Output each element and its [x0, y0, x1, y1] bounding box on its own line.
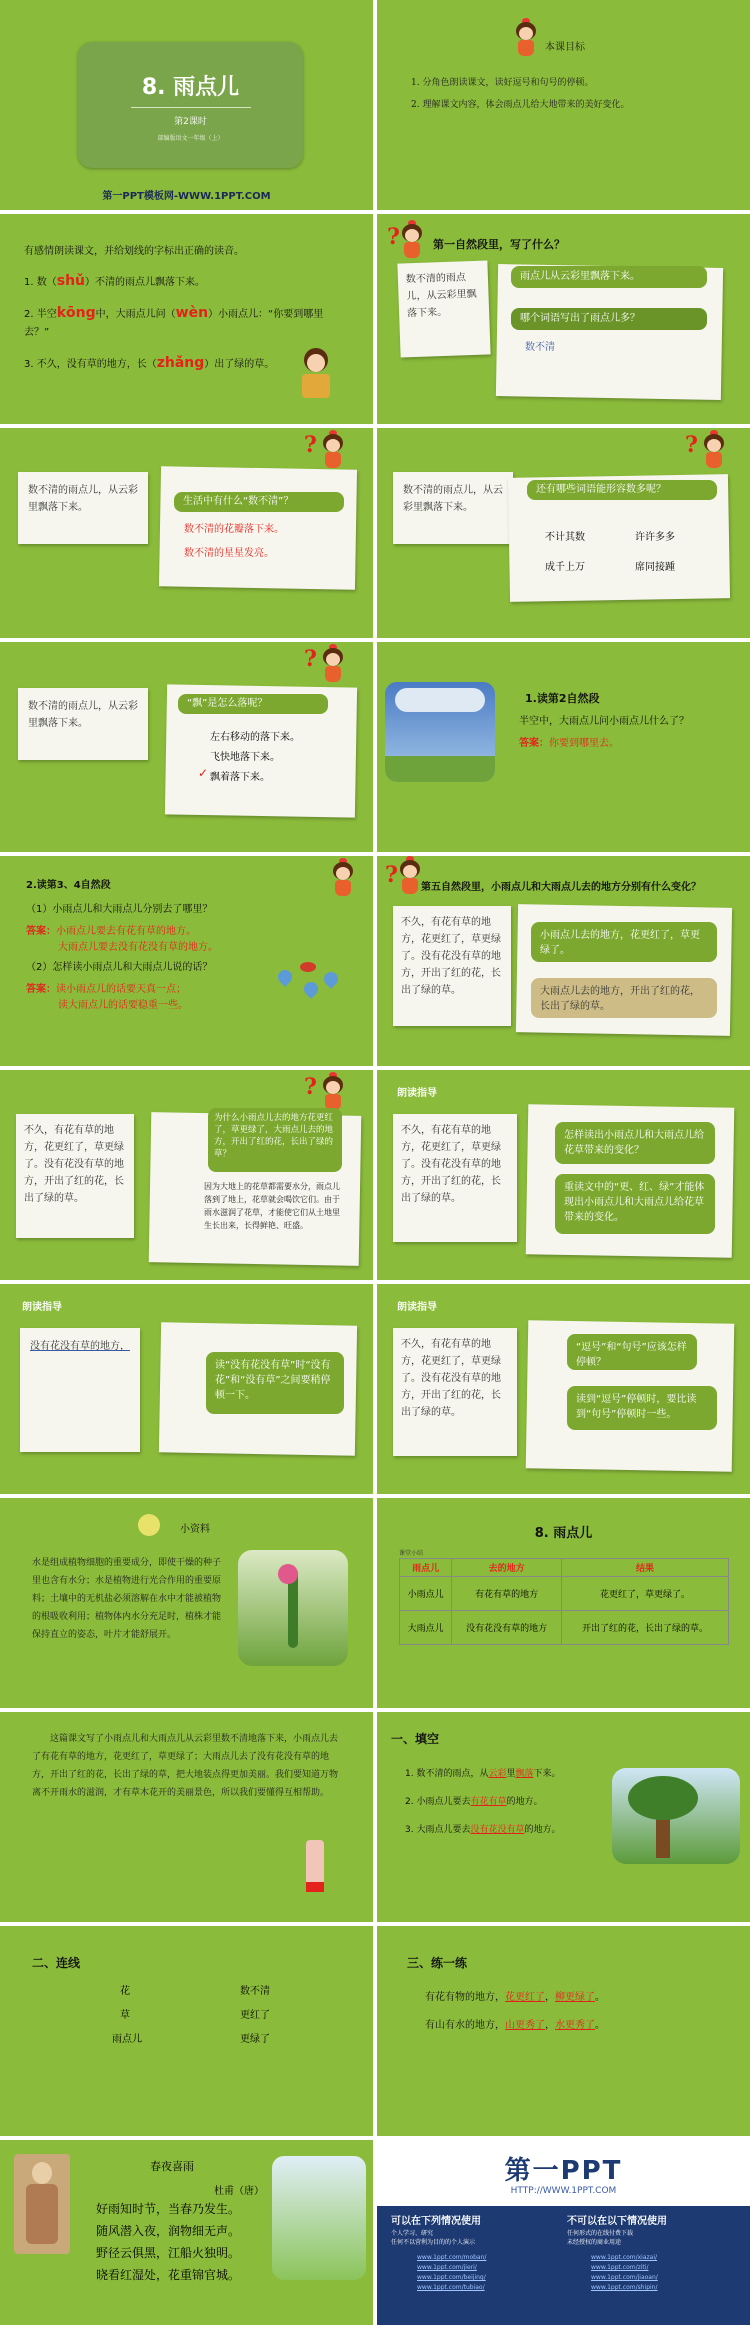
answer-1: 数不清的花瓣落下来。 [184, 524, 284, 535]
para1-question: 第一自然段里，写了什么？ [433, 238, 565, 251]
right-item[interactable]: 更绿了 [240, 2034, 270, 2045]
slide-matching[interactable] [0, 1926, 373, 2136]
slide-why[interactable] [0, 1070, 373, 1280]
summary-title: 8. 雨点儿 [534, 1526, 593, 1541]
lesson-title: 8. 雨点儿 [141, 75, 240, 100]
girl-icon [330, 862, 356, 898]
conclusion-paragraph: 这篇课文写了小雨点儿和大雨点儿从云彩里数不清地落下来，小雨点儿去了有花有草的地方，花更红了，草更绿了；大雨点儿去了没有花没有草的地方，开出了红的花，长出了绿的草，把大地装点得更加美丽。我们要知道万物离不开雨水的滋润，才有草木花开的美丽景色，所以我们要懂得互相帮助。 [32, 1734, 339, 1798]
goal-2: 2. 理解课文内容，体会雨点儿给大地带来的美好变化。 [411, 100, 630, 110]
table-header: 结果 [561, 1559, 728, 1577]
para34-a2: 答案：读小雨点儿的话要天真一点； [26, 984, 186, 995]
pencil-character-icon [300, 1840, 330, 1896]
slide-conclusion[interactable] [0, 1712, 373, 1922]
girl-icon [320, 434, 346, 470]
girl-icon [320, 648, 346, 684]
option-1: 左右移动的落下来。 [210, 732, 300, 743]
lesson-subtitle: 第2课时 [174, 117, 207, 127]
option-2: 飞快地落下来。 [210, 752, 280, 763]
question-bubble: 还有哪些词语能形容数多呢？ [527, 480, 717, 500]
table-row [400, 1611, 729, 1645]
poem-line: 野径云俱黑，江船火独明。 [96, 2246, 241, 2260]
para34-a1b: 大雨点儿要去没有花没有草的地方。 [58, 942, 218, 953]
table-cell: 花更红了，草更绿了。 [561, 1577, 728, 1611]
girl-icon [320, 1076, 346, 1112]
footer-watermark: 第一PPT模板网-WWW.1PPT.COM [102, 191, 271, 202]
slide-more-words[interactable] [377, 428, 750, 638]
text-note: 不久，有花有草的地方，花更红了，草更绿了。没有花没有草的地方，开出了红的花，长出了绿的草。 [16, 1114, 134, 1238]
poem-line: 随风潜入夜，润物细无声。 [96, 2224, 241, 2238]
table-cell: 开出了红的花，长出了绿的草。 [561, 1611, 728, 1645]
fill-heading: 一、填空 [391, 1732, 440, 1746]
option-3: 飘着落下来。 [210, 772, 270, 783]
para34-q2: （2）怎样读小雨点儿和大雨点儿说的话？ [26, 962, 213, 973]
question-bubble: 为什么小雨点儿去的地方花更红了，草更绿了，大雨点儿去的地方，开出了红的花，长出了绿的草？ [208, 1108, 342, 1172]
question-bubble: “逗号”和“句号”应该怎样停顿？ [567, 1334, 697, 1370]
question-mark-icon: ? [304, 1074, 317, 1100]
resource-link[interactable]: www.1ppt.com/shipin/ [591, 2284, 658, 2291]
pinyin-line-3: 3. 不久，没有草的地方，长（zhǎng）出了绿的草。 [24, 355, 275, 371]
slide-reading-guide-1[interactable] [377, 1070, 750, 1280]
tree-illustration [612, 1768, 740, 1864]
girl-icon [399, 224, 425, 260]
text-note: 不久，有花有草的地方，花更红了，草更绿了。没有花没有草的地方，开出了红的花，长出了绿的草。 [393, 1114, 517, 1242]
resource-link[interactable]: www.1ppt.com/moban/ [417, 2254, 487, 2261]
brand-logo: 第一PPT [504, 2156, 623, 2186]
answer-text: 数不清 [525, 342, 555, 353]
right-item[interactable]: 更红了 [240, 2010, 270, 2021]
question-mark-icon: ? [304, 432, 317, 458]
left-item[interactable]: 草 [120, 2010, 130, 2021]
reading-guide-heading: 朗读指导 [397, 1088, 437, 1099]
resource-link[interactable]: www.1ppt.com/tubiao/ [417, 2284, 485, 2291]
forbidden-item: 未经授权的商业用途 [567, 2239, 622, 2246]
poet-portrait [14, 2154, 70, 2254]
text-note: 数不清的雨点儿，从云彩里飘落下来。 [18, 472, 148, 544]
para34-a1: 答案：小雨点儿要去有花有草的地方。 [26, 926, 196, 937]
goal-1: 1. 分角色朗读课文，读好逗号和句号的停顿。 [411, 78, 594, 88]
info-paragraph: 水是组成植物细胞的重要成分，即使干燥的种子里也含有水分；水是植物进行光合作用的重要原料；土壤中的无机盐必须溶解在水中才能被植物的根吸收利用；植物体内水分充足时，植株才能保持直立的姿态，叶片才能舒展开。 [32, 1558, 222, 1640]
pinyin-line-1: 1. 数（shǔ）不清的雨点儿飘落下来。 [24, 273, 206, 289]
text-note: 数不清的雨点儿，从云彩里飘落下来。 [393, 472, 513, 544]
slide-fill-blank[interactable] [377, 1712, 750, 1922]
big-rain-bubble: 大雨点儿去的地方，开出了红的花，长出了绿的草。 [531, 978, 717, 1018]
pinyin-line-2: 2. 半空kōng中，大雨点儿问（wèn）小雨点儿：“你要到哪里去？” [24, 305, 324, 338]
para34-q1: （1）小雨点儿和大雨点儿分别去了哪里？ [26, 904, 213, 915]
text-note: 数不清的雨点儿，从云彩里飘落下来。 [18, 688, 148, 760]
table-cell: 小雨点儿 [400, 1577, 452, 1611]
question-mark-icon: ? [685, 432, 698, 458]
practice-heading: 三、练一练 [407, 1956, 468, 1970]
poem-line: 晓看红湿处，花重锦官城。 [96, 2268, 241, 2282]
answer-bubble: 读“没有花没有草”时“没有花”和“没有草”之间要稍停顿一下。 [206, 1352, 344, 1414]
word-3: 成千上万 [545, 562, 585, 573]
reading-guide-heading: 朗读指导 [397, 1302, 437, 1313]
slide-poem[interactable] [0, 2140, 373, 2325]
plant-illustration [238, 1550, 348, 1666]
girl-icon [701, 434, 727, 470]
brand-url: HTTP://WWW.1PPT.COM [510, 2186, 617, 2196]
allowed-item: 个人学习、研究 [391, 2230, 434, 2237]
pinyin-intro: 有感情朗读课文，并给划线的字标出正确的读音。 [24, 246, 244, 257]
answer-2: 数不清的星星发亮。 [184, 548, 274, 559]
boy-reading-icon [296, 348, 336, 404]
resource-link[interactable]: www.1ppt.com/ziti/ [591, 2264, 649, 2271]
check-icon: ✓ [198, 766, 209, 780]
word-2: 许许多多 [635, 532, 675, 543]
question-bubble: 怎样读出小雨点儿和大雨点儿给花草带来的变化？ [555, 1122, 715, 1164]
table-cell: 没有花没有草的地方 [452, 1611, 562, 1645]
forbidden-item: 任何形式的在线付费下载 [567, 2230, 634, 2237]
poem-author: 杜甫（唐） [214, 2186, 264, 2197]
para2-heading: 1.读第2自然段 [525, 692, 600, 705]
slide-summary[interactable] [377, 1498, 750, 1708]
lesson-tiny: 部编版语文一年级（上） [157, 135, 224, 142]
left-item[interactable]: 雨点儿 [112, 2034, 142, 2045]
slide-credits[interactable] [377, 2140, 750, 2325]
left-item[interactable]: 花 [120, 1986, 130, 1997]
right-item[interactable]: 数不清 [240, 1986, 270, 1997]
pinyin-answer: shǔ [56, 273, 86, 289]
answer-bubble: 雨点儿从云彩里飘落下来。 [511, 266, 707, 288]
matching-heading: 二、连线 [32, 1956, 81, 1970]
small-rain-bubble: 小雨点儿去的地方，花更红了，草更绿了。 [531, 922, 717, 962]
text-note: 不久，有花有草的地方，花更红了，草更绿了。没有花没有草的地方，开出了红的花，长出了绿的草。 [393, 906, 511, 1026]
practice-line-2: 有山有水的地方，山更秀了，水更秀了。 [425, 2020, 605, 2031]
practice-line-1: 有花有物的地方，花更红了，柳更绿了。 [425, 1992, 605, 2003]
text-note: 没有花没有草的地方， [20, 1328, 140, 1452]
answer-bubble: 读到“逗号”停顿时，要比读到“句号”停顿时一些。 [567, 1386, 717, 1430]
goals-header: 本课目标 [545, 42, 585, 53]
girl-icon [513, 22, 539, 58]
table-header: 去的地方 [452, 1559, 562, 1577]
text-note: 数不清的雨点儿，从云彩里飘落下来。 [397, 260, 490, 357]
slide-title[interactable] [0, 0, 373, 210]
girl-icon [397, 860, 423, 896]
allowed-item: 任何不以营利为目的的个人演示 [391, 2239, 476, 2246]
slide-para5[interactable] [377, 856, 750, 1066]
question-bubble: 哪个词语写出了雨点儿多？ [511, 308, 707, 330]
summary-tag: 课堂小结 [399, 1550, 424, 1557]
slide-pinyin[interactable] [0, 214, 373, 424]
reading-guide-heading: 朗读指导 [22, 1302, 62, 1313]
answer-bubble: 重读文中的“更、红、绿”才能体现出小雨点儿和大雨点儿给花草带来的变化。 [555, 1174, 715, 1234]
resource-link[interactable]: www.1ppt.com/xiazai/ [591, 2254, 658, 2261]
resource-link[interactable]: www.1ppt.com/jiaoan/ [591, 2274, 658, 2281]
para2-question: 半空中，大雨点儿问小雨点儿什么了？ [519, 716, 689, 727]
willow-illustration [272, 2156, 366, 2280]
summary-table [399, 1558, 729, 1645]
answer-text: 因为大地上的花草都需要水分，雨点儿落到了地上，花草就会喝饮它们。由于雨水滋润了花草，才能使它们从土地里生长出来，长得鲜艳、旺盛。 [204, 1182, 340, 1230]
question-bubble: “飘”是怎么落呢？ [178, 694, 328, 714]
slide-practice[interactable] [377, 1926, 750, 2136]
resource-link[interactable]: www.1ppt.com/jieri/ [417, 2264, 477, 2271]
slide-goals[interactable] [377, 0, 750, 210]
info-heading: 小资料 [180, 1524, 210, 1535]
para5-question: 第五自然段里，小雨点儿和大雨点儿去的地方分别有什么变化？ [421, 882, 701, 893]
table-header: 雨点儿 [400, 1559, 452, 1577]
fill-line-1: 1. 数不清的雨点，从云彩里飘落下来。 [405, 1769, 561, 1779]
para34-heading: 2.读第3、4自然段 [26, 880, 111, 891]
poem-title: 春夜喜雨 [150, 2160, 194, 2173]
fill-line-3: 3. 大雨点儿要去没有花没有草的地方。 [405, 1825, 561, 1835]
title-card [78, 42, 303, 168]
credits-panel [377, 2206, 750, 2325]
smiley-icon [138, 1514, 160, 1536]
fill-line-2: 2. 小雨点儿要去有花有草的地方。 [405, 1797, 543, 1807]
slide-countless[interactable] [0, 428, 373, 638]
slide-info[interactable] [0, 1498, 373, 1708]
para34-a2b: 读大雨点儿的话要稳重一些。 [58, 1000, 188, 1011]
word-1: 不计其数 [545, 532, 585, 543]
table-cell: 大雨点儿 [400, 1611, 452, 1645]
slide-para34[interactable] [0, 856, 373, 1066]
word-4: 席同接踵 [635, 562, 675, 573]
rain-illustration [385, 682, 495, 782]
slide-piao[interactable] [0, 642, 373, 852]
forbidden-heading: 不可以在以下情况使用 [567, 2216, 667, 2227]
slide-para2[interactable] [377, 642, 750, 852]
question-mark-icon: ? [304, 646, 317, 672]
divider [131, 107, 251, 108]
question-mark-icon: ? [385, 862, 398, 888]
poem-line: 好雨知时节，当春乃发生。 [96, 2202, 241, 2216]
question-bubble: 生活中有什么“数不清”？ [174, 492, 344, 512]
allowed-heading: 可以在下列情况使用 [391, 2216, 481, 2227]
question-mark-icon: ? [387, 224, 400, 250]
resource-link[interactable]: www.1ppt.com/beijing/ [417, 2274, 486, 2281]
para2-answer: 答案：你要到哪里去。 [519, 738, 619, 749]
table-row [400, 1577, 729, 1611]
table-cell: 有花有草的地方 [452, 1577, 562, 1611]
raindrops-icon [274, 960, 344, 1012]
slide-reading-guide-2[interactable] [0, 1284, 373, 1494]
text-note: 不久，有花有草的地方，花更红了，草更绿了。没有花没有草的地方，开出了红的花，长出了绿的草。 [393, 1328, 517, 1456]
slide-reading-guide-3[interactable] [377, 1284, 750, 1494]
slide-para1[interactable] [377, 214, 750, 424]
